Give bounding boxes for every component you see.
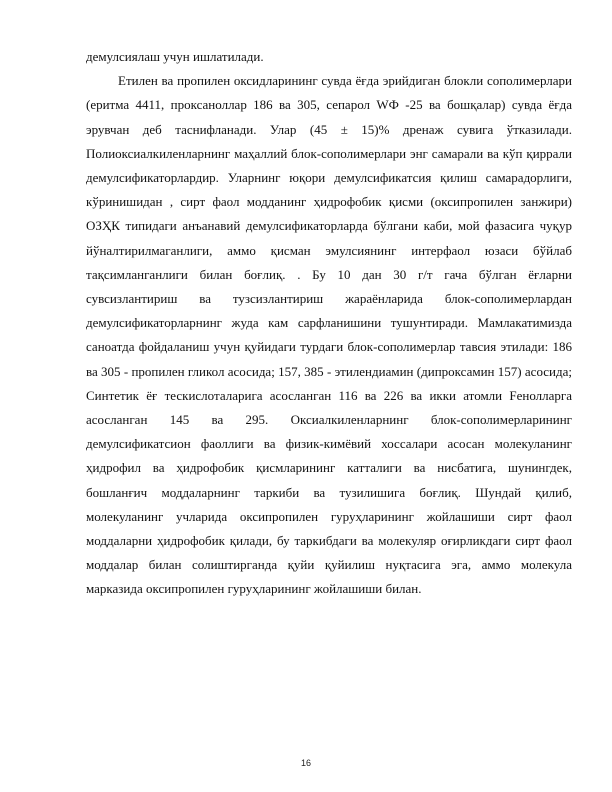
main-paragraph: Етилен ва пропилен оксидларининг сувда ёғда эрийдиган блокли сополимерлари (еритма 4411, проксаноллар 186 ва 305, сепарол WФ -25 ва бошқалар) сувда ёғда эрувчан деб таснифланади. Улар (45 ± 15)% дренаж сувига ўтказилади. Полиоксиалкиленларнинг маҳаллий блок-сополимерлари энг самарали ва кўп қиррали демулсификаторлардир. Уларнинг юқори демулсификатсия қилиш самарадорлиги, кўринишидан , сирт фаол модданинг ҳидрофобик қисми (оксипропилен занжири) ОЗҲК типидаги анъанавий демулсификаторларда бўлгани каби, мой фазасига чуқур йўналтирилмаганлиги, аммо қисман эмулсиянинг интерфаол юзаси бўйлаб тақсимланганлиги билан боғлиқ. . Бу 10 дан 30 г/т гача бўлган ёғларни сувсизлантириш ва тузсизлантириш жараёнларида блок-сополимерлардан демулсификаторларнинг жуда кам сарфланишини тушунтиради. Мамлакатимизда саноатда фойдаланиш учун қуйидаги турдаги блок-сополимерлар тавсия этилади: 186 ва 305 - пропилен гликол асосида; 157, 385 - этилендиамин (дипроксамин 157) асосида; Синтетик ёғ тескислоталарига асосланган 116 ва 226 ва икки атомли Fенолларга асосланган 145 ва 295. Оксиалкиленларнинг блок-сополимерларининг демулсификатсион фаоллиги ва физик-кимёвий хоссалари асосан молекуланинг ҳидрофил ва ҳидрофобик қисмларининг катталиги ва нисбатига, шунингдек, бошланғич моддаларнинг таркиби ва тузилишига боғлиқ. Шундай қилиб, молекуланинг учларида оксипропилен гуруҳларининг жойлашиши сирт фаол моддаларни ҳидрофобик қилади, бу таркибдаги ва молекуляр оғирликдаги сирт фаол моддалар билан солиштирганда қуйи қуйилиш нуқтасига эга, аммо молекула марказида оксипропилен гуруҳларининг жойлашиши билан. bbox=[86, 73, 572, 597]
page-number: 16 bbox=[300, 758, 311, 768]
body-text bbox=[86, 45, 572, 602]
first-line: демулсиялаш учун ишлатилади. bbox=[86, 49, 264, 64]
